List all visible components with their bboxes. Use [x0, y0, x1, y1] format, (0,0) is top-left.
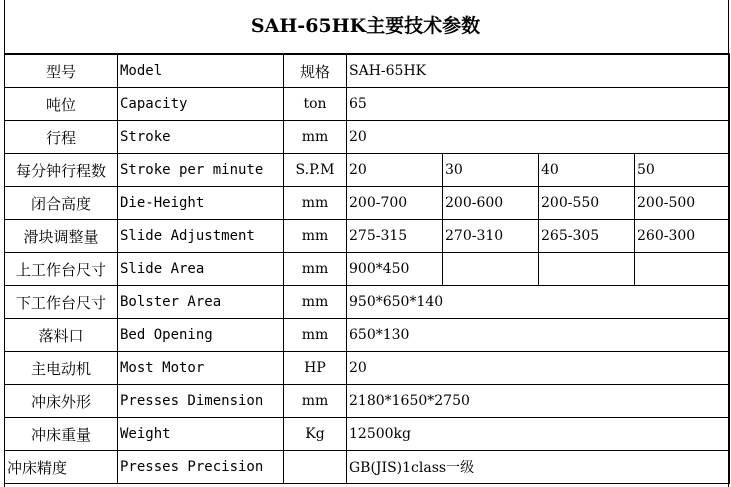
spec-row-capacity — [5, 88, 730, 121]
param-name-zh: 闭合高度 — [5, 187, 118, 220]
spec-row-die-height — [5, 187, 730, 220]
param-name-zh: 主电动机 — [5, 352, 118, 385]
spec-row-stroke — [5, 121, 730, 154]
param-name-zh: 冲床重量 — [5, 418, 118, 451]
param-value-empty — [539, 253, 635, 286]
param-name-en: Die-Height — [118, 187, 284, 220]
param-value: 950*650*140 — [347, 286, 730, 319]
param-name-en: Slide Adjustment — [118, 220, 284, 253]
param-unit — [284, 451, 347, 484]
param-name-zh: 冲床精度 — [5, 451, 118, 484]
param-name-zh: 吨位 — [5, 88, 118, 121]
param-name-zh: 每分钟行程数 — [5, 154, 118, 187]
param-value: 40 — [539, 154, 635, 187]
param-unit: mm — [284, 187, 347, 220]
param-unit: mm — [284, 385, 347, 418]
spec-row-bolster-area — [5, 286, 730, 319]
param-value-empty — [635, 253, 730, 286]
spec-row-spm — [5, 154, 730, 187]
param-unit: 规格 — [284, 54, 347, 88]
param-value: 12500kg — [347, 418, 730, 451]
param-value: 265-305 — [539, 220, 635, 253]
param-name-zh: 冲床外形 — [5, 385, 118, 418]
spec-row-model — [5, 54, 730, 88]
param-value: 200-550 — [539, 187, 635, 220]
param-name-en: Model — [118, 54, 284, 88]
param-name-zh: 下工作台尺寸 — [5, 286, 118, 319]
param-value: 275-315 — [347, 220, 443, 253]
param-name-zh: 上工作台尺寸 — [5, 253, 118, 286]
param-unit: mm — [284, 220, 347, 253]
spec-row-slide-adjustment — [5, 220, 730, 253]
param-name-en: Slide Area — [118, 253, 284, 286]
param-value-empty — [443, 253, 539, 286]
param-name-en: Presses Precision — [118, 451, 284, 484]
param-name-zh: 落料口 — [5, 319, 118, 352]
spec-row-precision — [5, 451, 730, 484]
spec-row-motor — [5, 352, 730, 385]
param-value: 20 — [347, 154, 443, 187]
param-unit: ton — [284, 88, 347, 121]
param-name-en: Capacity — [118, 88, 284, 121]
param-name-zh: 型号 — [5, 54, 118, 88]
param-value: 200-600 — [443, 187, 539, 220]
param-value: 20 — [347, 121, 730, 154]
spec-row-slide-area — [5, 253, 730, 286]
param-name-en: Bed Opening — [118, 319, 284, 352]
param-value: 2180*1650*2750 — [347, 385, 730, 418]
param-name-en: Bolster Area — [118, 286, 284, 319]
param-value: 50 — [635, 154, 730, 187]
spec-row-bed-opening — [5, 319, 730, 352]
param-name-zh: 行程 — [5, 121, 118, 154]
sheet-title: SAH-65HK主要技术参数 — [250, 15, 481, 37]
param-name-en: Weight — [118, 418, 284, 451]
param-unit: mm — [284, 319, 347, 352]
param-unit: mm — [284, 253, 347, 286]
param-value: GB(JIS)1class一级 — [347, 451, 730, 484]
spec-row-dimension — [5, 385, 730, 418]
param-value: 650*130 — [347, 319, 730, 352]
param-value: 260-300 — [635, 220, 730, 253]
param-value: 200-500 — [635, 187, 730, 220]
param-name-en: Most Motor — [118, 352, 284, 385]
param-unit: mm — [284, 121, 347, 154]
param-value: 65 — [347, 88, 730, 121]
param-unit: S.P.M — [284, 154, 347, 187]
spec-row-weight — [5, 418, 730, 451]
param-value: 270-310 — [443, 220, 539, 253]
param-value: 30 — [443, 154, 539, 187]
spec-table — [4, 53, 730, 484]
param-unit: HP — [284, 352, 347, 385]
param-name-zh: 滑块调整量 — [5, 220, 118, 253]
param-value: 20 — [347, 352, 730, 385]
param-value: 900*450 — [347, 253, 443, 286]
param-unit: mm — [284, 286, 347, 319]
param-value: 200-700 — [347, 187, 443, 220]
param-unit: Kg — [284, 418, 347, 451]
param-name-en: Stroke — [118, 121, 284, 154]
param-value: SAH-65HK — [347, 54, 730, 88]
param-name-en: Stroke per minute — [118, 154, 284, 187]
param-name-en: Presses Dimension — [118, 385, 284, 418]
